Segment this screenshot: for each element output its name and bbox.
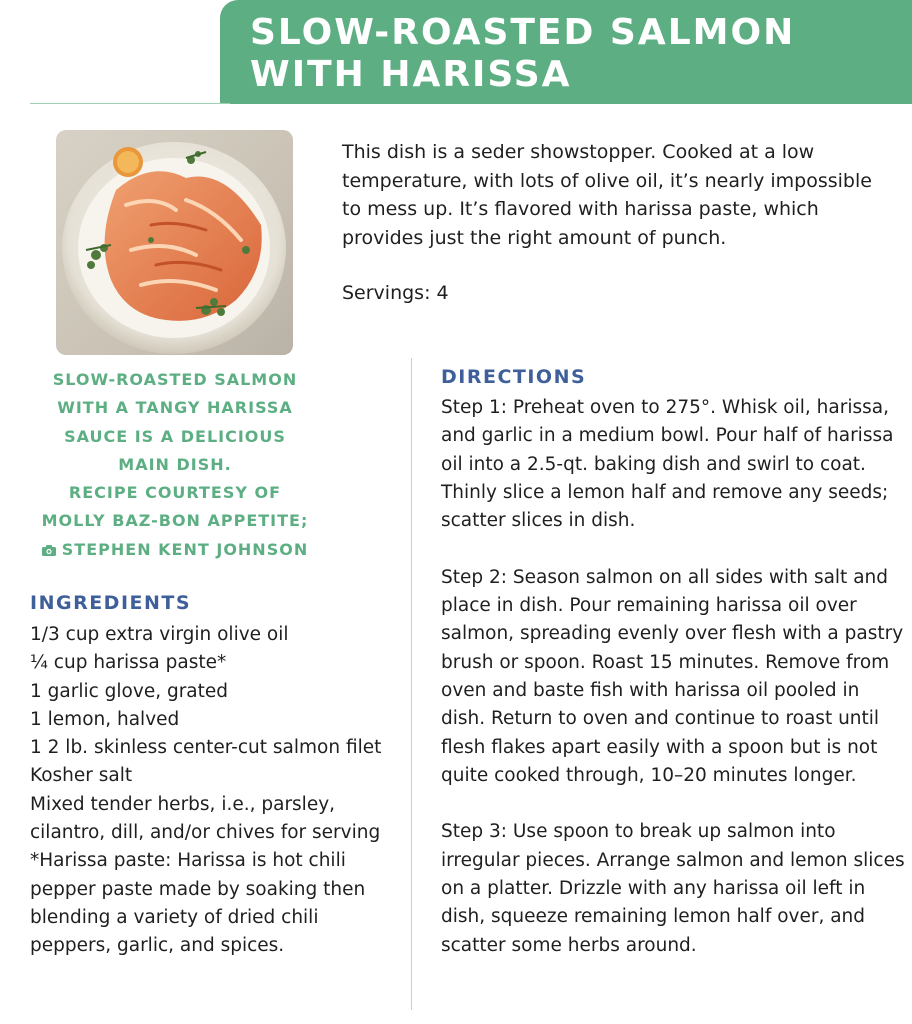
- direction-step-3: Step 3: Use spoon to break up salmon into irregular pieces. Arrange salmon and lemon slices on a platter. Drizzle with any harissa oil left in dish, squeeze remaining lemon half over, and scatter some herbs around.: [441, 821, 905, 956]
- ingredients-heading: INGREDIENTS: [30, 592, 192, 614]
- caption-line: RECIPE COURTESY OF: [68, 483, 282, 503]
- caption-line: MOLLY BAZ-BON APPETITE;: [41, 511, 309, 531]
- recipe-photo: [56, 130, 293, 355]
- caption-line: SLOW-ROASTED SALMON: [52, 370, 298, 389]
- recipe-title-line-1: SLOW-ROASTED SALMON: [250, 12, 796, 53]
- direction-step-2: Step 2: Season salmon on all sides with salt and place in dish. Pour remaining harissa oil over salmon, spreading evenly over flesh with a pastry brush or spoon. Roast 15 minutes. Remove from oven and baste fish with harissa oil pooled in dish. Return to oven and continue to roast until flesh flakes apart easily with a spoon but is not quite cooked through, 10–20 minutes longer.: [441, 566, 904, 786]
- ingredients-list: [30, 621, 400, 961]
- recipe-intro: This dish is a seder showstopper. Cooked at a low temperature, with lots of olive oil, it’s nearly impossible to mess up. It’s flavored with harissa paste, which provides just the right amount of punch.: [342, 141, 872, 249]
- ingredient-item: 1 garlic glove, grated: [30, 680, 229, 702]
- ingredient-item: Kosher salt: [30, 765, 133, 787]
- caption-line: MAIN DISH.: [118, 454, 232, 474]
- ingredient-item: Mixed tender herbs, i.e., parsley, cilantro, dill, and/or chives for serving: [30, 793, 381, 844]
- camera-icon: [42, 545, 56, 556]
- ingredient-item: 1/3 cup extra virgin olive oil: [30, 624, 289, 645]
- title-divider: [30, 103, 230, 104]
- ingredient-item: ¼ cup harissa paste*: [30, 652, 227, 674]
- recipe-title: [250, 12, 795, 96]
- salmon-plate-illustration: [56, 130, 293, 355]
- directions-heading: DIRECTIONS: [441, 366, 587, 388]
- column-divider: [411, 358, 412, 1010]
- photo-caption: [20, 366, 330, 564]
- photographer-name: STEPHEN KENT JOHNSON: [61, 539, 309, 559]
- direction-step-1: Step 1: Preheat oven to 275°. Whisk oil, harissa, and garlic in a medium bowl. Pour half of harissa oil into a 2.5-qt. baking dish and swirl to coat. Thinly slice a lemon half and remove any seeds; scatter slices in dish.: [441, 397, 894, 532]
- title-banner: [220, 0, 912, 104]
- directions-list: [441, 394, 906, 988]
- photo-credit: [20, 536, 330, 564]
- recipe-title-line-2: WITH HARISSA: [250, 54, 572, 95]
- caption-line: WITH A TANGY HARISSA: [57, 398, 293, 418]
- servings: Servings: 4: [342, 282, 449, 304]
- ingredient-item: 1 lemon, halved: [30, 708, 180, 730]
- caption-line: SAUCE IS A DELICIOUS: [64, 426, 286, 446]
- ingredient-item: 1 2 lb. skinless center-cut salmon filet: [30, 737, 382, 759]
- ingredient-note: *Harissa paste: Harissa is hot chili pepper paste made by soaking then blending a variety of dried chili peppers, garlic, and spices.: [30, 850, 366, 957]
